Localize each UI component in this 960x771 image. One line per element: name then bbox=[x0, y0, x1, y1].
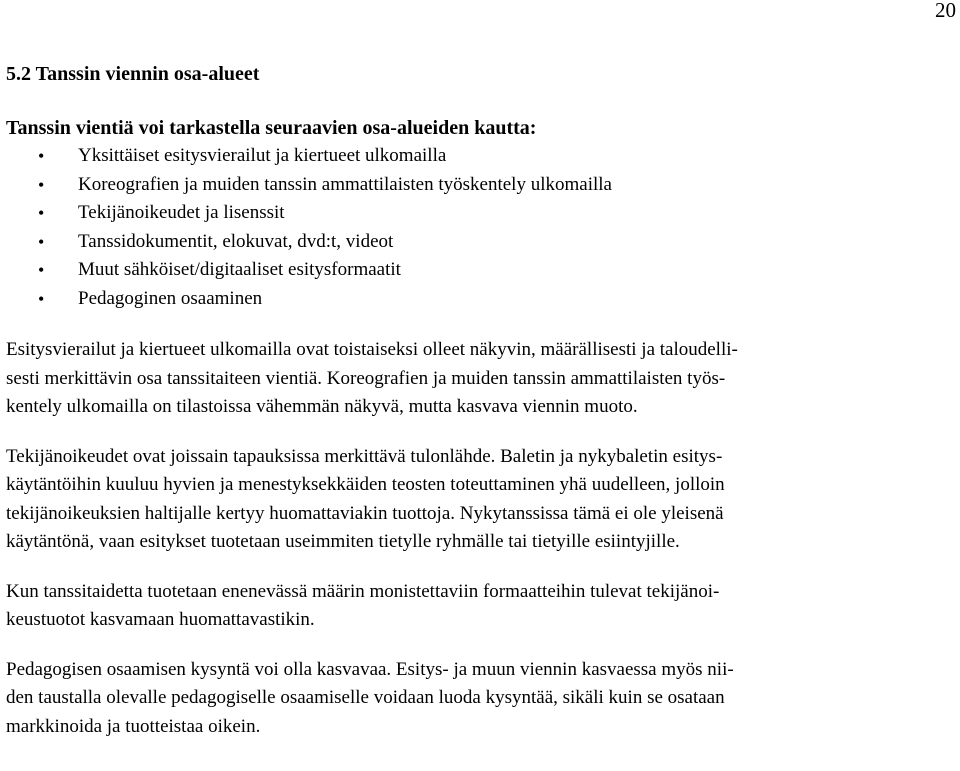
paragraph-line: kentely ulkomailla on tilastoissa vähemmän näkyvä, mutta kasvava viennin muoto. bbox=[6, 396, 638, 417]
list-item bbox=[6, 142, 956, 171]
bullet-list bbox=[6, 142, 956, 313]
paragraph-line: käytäntönä, vaan esitykset tuotetaan useimmiten tietylle ryhmälle tai tietyille esiintyjille. bbox=[6, 531, 680, 552]
bullet-icon: • bbox=[38, 203, 45, 223]
page-number: 20 bbox=[935, 0, 956, 22]
document-body bbox=[6, 60, 956, 741]
paragraph-line: Kun tanssitaidetta tuotetaan enenevässä määrin monistettaviin formaatteihin tulevat tekijänoi- bbox=[6, 580, 720, 602]
list-heading: Tanssin vientiä voi tarkastella seuraavien osa-alueiden kautta: bbox=[6, 117, 537, 139]
list-item bbox=[6, 285, 956, 314]
bullet-icon: • bbox=[38, 288, 45, 309]
paragraph-line: Tekijänoikeudet ovat joissain tapauksissa merkittävä tulonlähde. Baletin ja nykybaletin esitys- bbox=[6, 445, 723, 467]
list-item-text: Muut sähköiset/digitaaliset esitysformaatit bbox=[78, 259, 401, 280]
list-item-text: Tanssidokumentit, elokuvat, dvd:t, videot bbox=[78, 230, 394, 252]
bullet-icon: • bbox=[38, 146, 45, 166]
section-heading: 5.2 Tanssin viennin osa-alueet bbox=[6, 63, 260, 85]
paragraph-line: den taustalla olevalle pedagogiselle osaamiselle voidaan luoda kysyntää, sikäli kuin se osataan bbox=[6, 687, 725, 708]
list-item bbox=[6, 171, 956, 200]
list-item-text: Tekijänoikeudet ja lisenssit bbox=[78, 202, 285, 223]
list-item bbox=[6, 228, 956, 257]
paragraph-line: markkinoida ja tuotteistaa oikein. bbox=[6, 715, 261, 737]
list-item bbox=[6, 256, 956, 285]
paragraph-export-tours bbox=[6, 336, 956, 422]
paragraph-line: sesti merkittävin osa tanssitaiteen vientiä. Koreografien ja muiden tanssin ammattilaisten työs- bbox=[6, 367, 726, 389]
bullet-icon: • bbox=[38, 174, 45, 195]
list-item-text: Pedagoginen osaaminen bbox=[78, 287, 263, 309]
bullet-icon: • bbox=[38, 231, 45, 252]
paragraph-pedagogy bbox=[6, 656, 956, 742]
list-item-text: Yksittäiset esitysvierailut ja kiertueet ulkomailla bbox=[78, 145, 447, 166]
paragraph-line: Esitysvierailut ja kiertueet ulkomailla ovat toistaiseksi olleet näkyvin, määrällisesti ja taloudelli- bbox=[6, 339, 738, 360]
list-item-text: Koreografien ja muiden tanssin ammattilaisten työskentely ulkomailla bbox=[78, 173, 612, 195]
paragraph-line: tekijänoikeuksien haltijalle kertyy huomattaviakin tuottoja. Nykytanssissa tämä ei ole yleisenä bbox=[6, 502, 724, 524]
paragraph-line: keustuotot kasvamaan huomattavastikin. bbox=[6, 609, 315, 630]
paragraph-copyrights bbox=[6, 443, 956, 557]
paragraph-formats bbox=[6, 578, 956, 635]
bullet-icon: • bbox=[38, 260, 45, 280]
list-item bbox=[6, 199, 956, 228]
paragraph-line: Pedagogisen osaamisen kysyntä voi olla kasvavaa. Esitys- ja muun viennin kasvaessa myös nii- bbox=[6, 658, 734, 680]
paragraph-line: käytäntöihin kuuluu hyvien ja menestyksekkäiden teosten toteuttaminen yhä uudelleen, jolloin bbox=[6, 474, 725, 495]
